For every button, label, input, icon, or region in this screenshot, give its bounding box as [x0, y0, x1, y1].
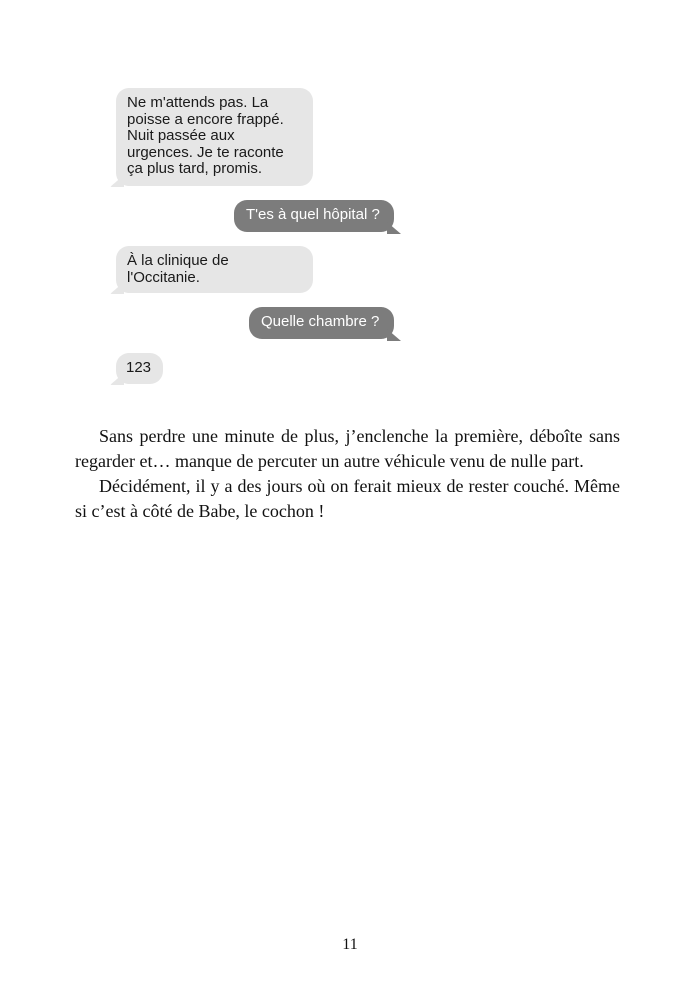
message-line: urgences. Je te raconte	[127, 143, 284, 161]
page-number: 11	[342, 936, 358, 953]
message-received-3	[116, 353, 163, 384]
message-text: T'es à quel hôpital ?	[246, 206, 380, 223]
message-text: 123	[126, 359, 152, 376]
message-line: Ne m'attends pas. La	[127, 94, 269, 111]
message-line: À la clinique de	[127, 252, 229, 269]
message-line: poisse a encore frappé.	[127, 110, 284, 128]
paragraph: Sans perdre une minute de plus, j’enclenche la première, déboîte sans regarder et… manque de percuter un autre véhicule venu de nulle part.	[75, 426, 620, 471]
message-received-2	[116, 246, 313, 293]
message-line: Nuit passée aux	[127, 127, 235, 144]
message-received-1	[116, 88, 313, 186]
message-line: ça plus tard, promis.	[127, 160, 263, 177]
message-line: l'Occitanie.	[127, 268, 200, 286]
paragraph: Décidément, il y a des jours où on ferait mieux de rester couché. Même si c’est à côté de Babe, le cochon !	[75, 476, 620, 521]
message-sent-1	[234, 200, 394, 232]
message-sent-2	[249, 307, 394, 339]
body-text	[75, 424, 620, 524]
message-text: Quelle chambre ?	[261, 313, 380, 330]
